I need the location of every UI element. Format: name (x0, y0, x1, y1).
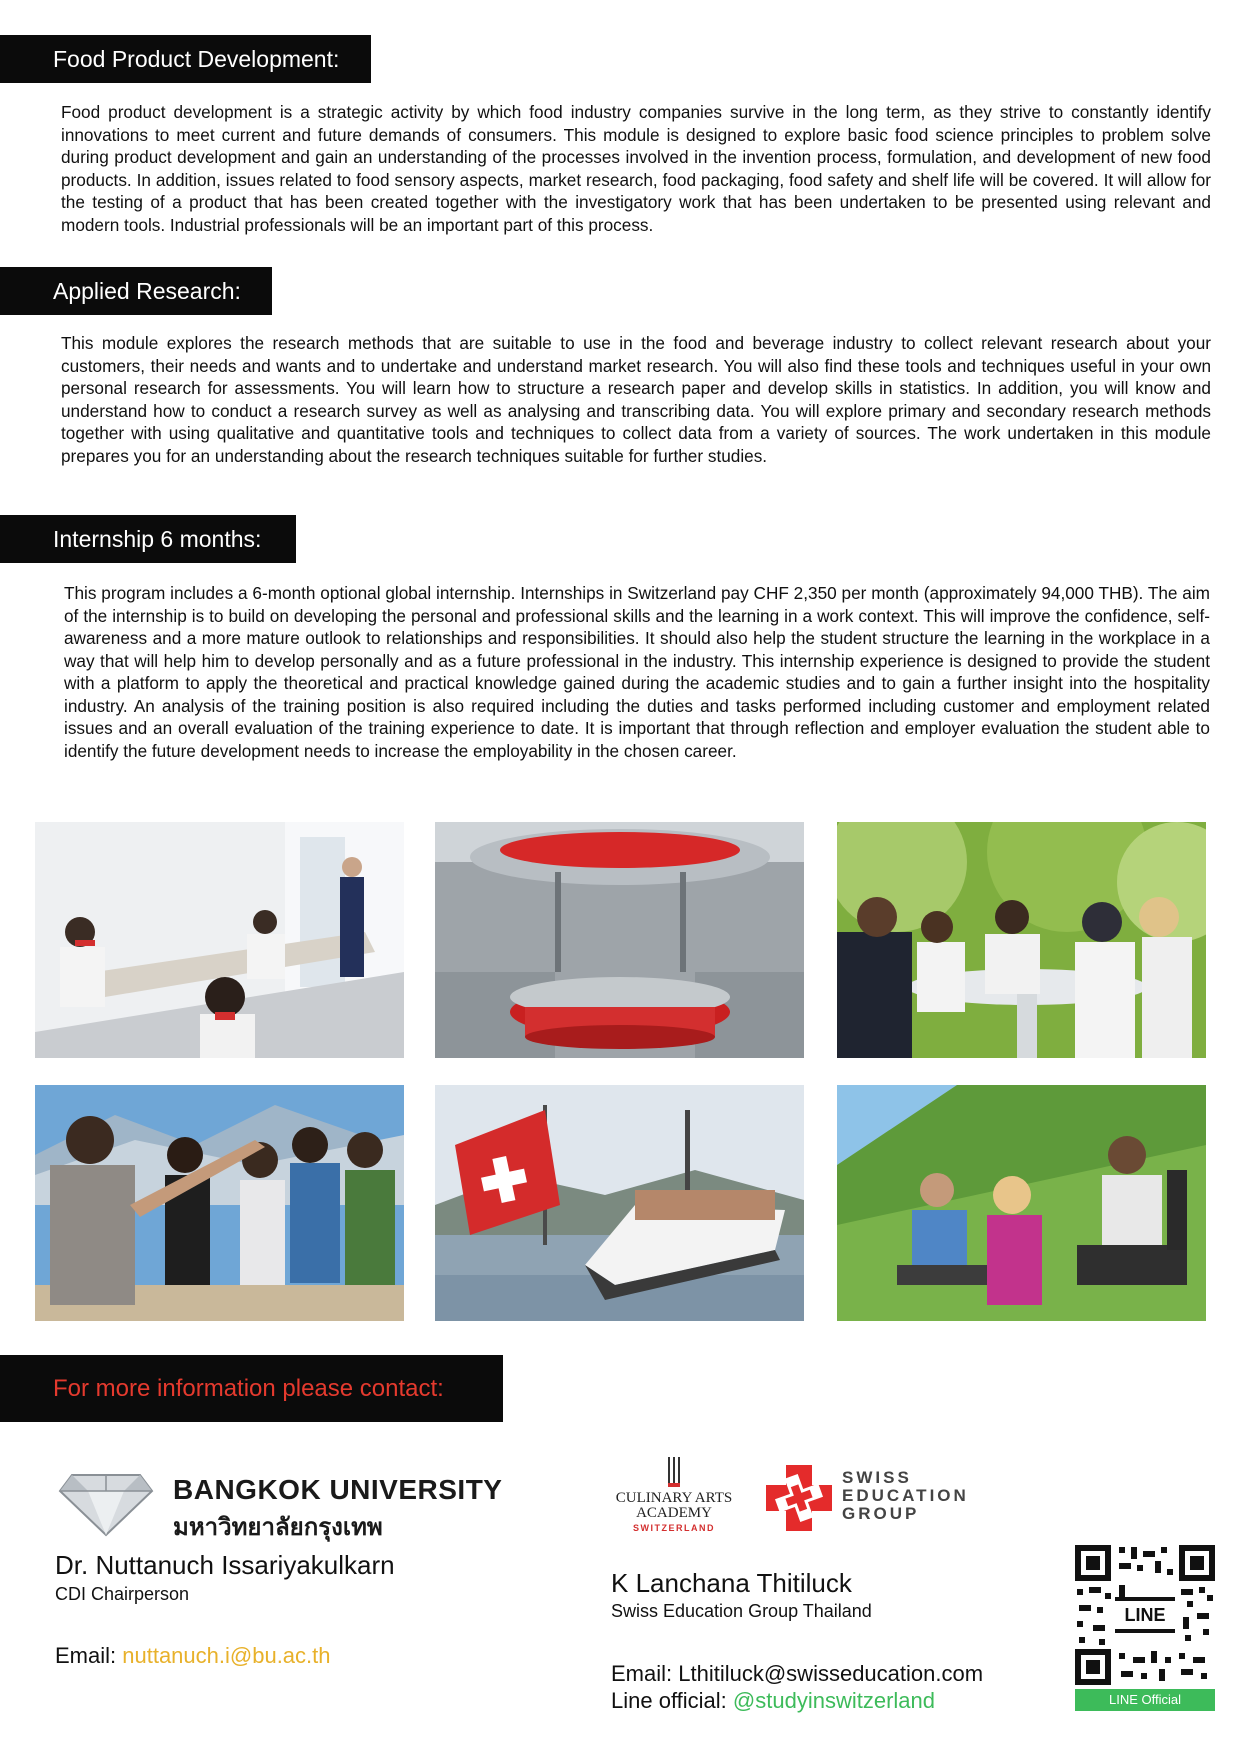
ses-contact-org: Swiss Education Group Thailand (611, 1601, 872, 1621)
seg-text-line3: GROUP (842, 1504, 920, 1523)
qr-center-text: LINE (1124, 1605, 1166, 1625)
caa-text-line3: SWITZERLAND (633, 1523, 715, 1533)
photo-swiss-flag-boat (435, 1085, 804, 1321)
ses-line-id-link[interactable]: @studyinswitzerland (732, 1688, 935, 1713)
seg-text-line1: SWISS (842, 1468, 912, 1487)
ses-email-label: Email: (611, 1661, 679, 1686)
swiss-cross-logo-icon (766, 1465, 832, 1531)
contact-heading: For more information please contact: (0, 1355, 503, 1422)
caa-text-line1: CULINARY ARTS (615, 1490, 733, 1506)
line-official-badge[interactable]: LINE Official (1075, 1689, 1215, 1711)
diamond-logo-icon (58, 1473, 154, 1537)
section-body-applied-research: This module explores the research methods that are suitable to use in the food and beverage industry to collect relevant research about your customers, their needs and wants and to undertake and understand market research. You will also find these tools and techniques useful in your own personal research for assessments. You will learn how to structure a research paper and develop skills in statistics. In addition, you will know and understand how to conduct a research survey as well as analysing and transcribing data. You will explore primary and secondary research methods together with using qualitative and quantitative tools and techniques to collect data from a variety of sources. The work undertaken in this module prepares you for an understanding about the research techniques suitable for further studies. (61, 333, 1211, 466)
bu-logo-text-th: มหาวิทยาลัยกรุงเทพ (173, 1514, 383, 1541)
photo-hikers-meadow (837, 1085, 1206, 1321)
photo-students-outdoors (837, 822, 1206, 1058)
section-heading-internship: Internship 6 months: (0, 515, 296, 563)
caa-text-line2: ACADEMY (636, 1505, 712, 1521)
section-body-food-product-development: Food product development is a strategic activity by which food industry companies survive in the long term, as they strive to constantly identify innovations to meet current and future demands of consumers. This module is designed to explore basic food science principles to problem solve during product development and gain an understanding of the processes involved in the invention process, formulation, and development of new food products. In addition, issues related to food sensory aspects, market research, food packaging, food safety and shelf life will be covered. It will allow for the testing of a product that has been created together with the investigatory work that has been undertaken to be presented using relevant and modern tools. Industrial professionals will be an important part of this process. (61, 102, 1211, 235)
photo-kitchen (435, 822, 804, 1058)
photo-students-mountains (35, 1085, 404, 1321)
bu-contact-name: Dr. Nuttanuch Issariyakulkarn (55, 1550, 395, 1580)
ses-contact-name: K Lanchana Thitiluck (611, 1568, 852, 1598)
bu-email-label: Email: (55, 1643, 123, 1668)
bu-contact-role: CDI Chairperson (55, 1584, 190, 1604)
bu-email-row (55, 1643, 331, 1669)
bu-email-link[interactable]: nuttanuch.i@bu.ac.th (122, 1643, 331, 1668)
section-heading-food-product-development: Food Product Development: (0, 35, 371, 83)
ses-email-link[interactable]: Lthitiluck@swisseducation.com (678, 1661, 984, 1686)
ses-line-label: Line official: (611, 1688, 733, 1713)
ses-email-row (611, 1661, 983, 1687)
photo-classroom (35, 822, 404, 1058)
section-body-internship: This program includes a 6-month optional global internship. Internships in Switzerland pay CHF 2,350 per month (approximately 94,000 THB). The aim of the internship is to build on developing the personal and professional skills and the learning in a work context. This will improve the confidence, self-awareness and a more mature outlook to relationships and responsibilities. It should also help the student structure the learning in the workplace in a way that will help him to develop personally and as a future professional in the industry. This internship experience is designed to provide the student with a platform to apply the theoretical and practical knowledge gained during the academic studies and to gain a further insight into the hospitality industry. An analysis of the training position is also required including the duties and tasks performed including customer and employment related issues and an overall evaluation of the training experience to date. It is important that through reflection and employer evaluation the student able to identify the future development needs to increase the employability in the chosen career. (64, 583, 1210, 761)
bu-logo-text-en: BANGKOK UNIVERSITY (173, 1474, 503, 1505)
fork-icon (666, 1457, 682, 1489)
section-heading-applied-research: Applied Research: (0, 267, 272, 315)
ses-line-row (611, 1688, 935, 1714)
seg-text-line2: EDUCATION (842, 1486, 969, 1505)
line-qr-code[interactable] (1075, 1545, 1215, 1685)
